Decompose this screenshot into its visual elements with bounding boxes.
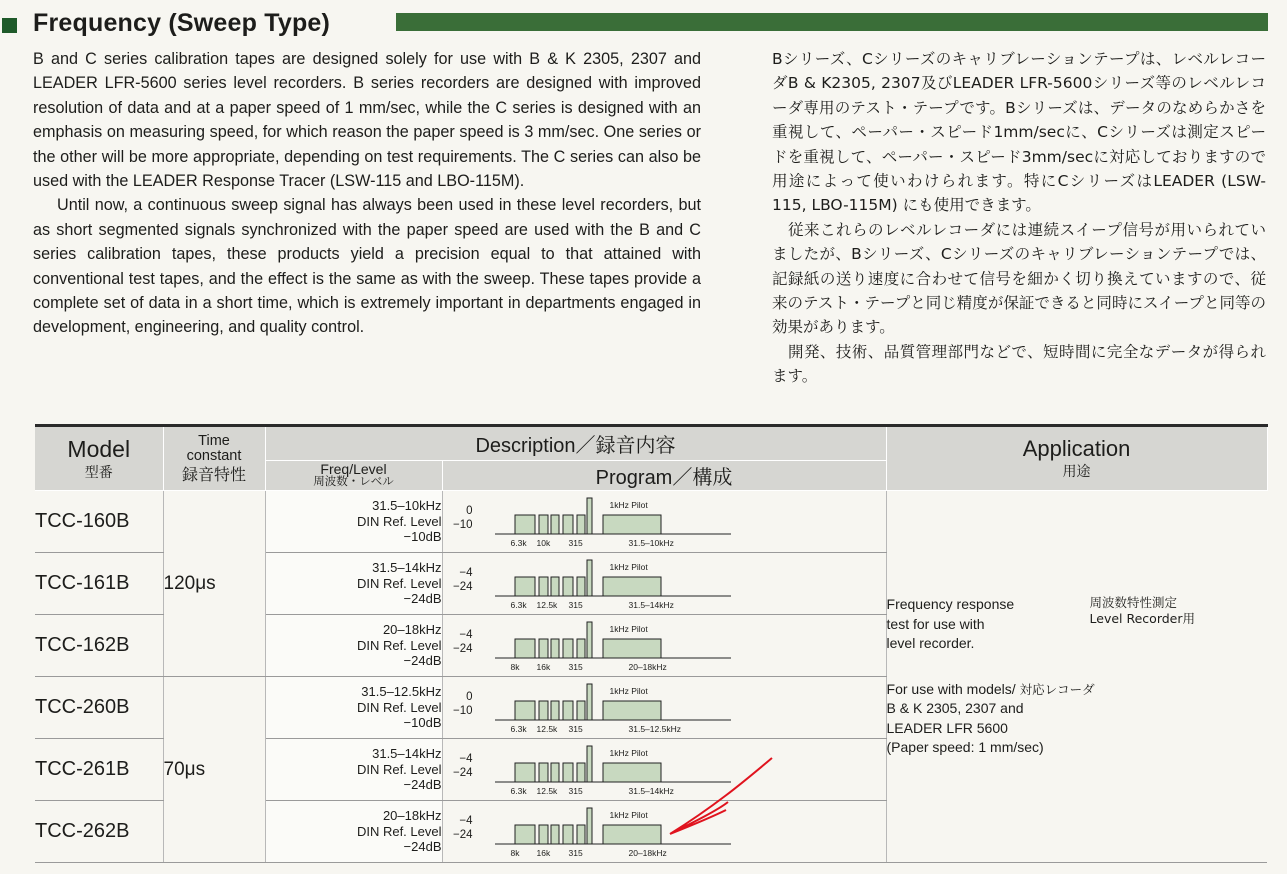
sweep-block <box>603 763 661 782</box>
segment-block <box>577 701 585 720</box>
level-bottom-label: −24 <box>452 829 473 841</box>
segment-block <box>515 763 535 782</box>
pilot-block <box>587 622 592 658</box>
ref-level: DIN Ref. Level <box>356 823 442 839</box>
level-top-label: −4 <box>459 815 473 827</box>
pilot-label: 1kHz Pilot <box>609 686 648 696</box>
level-top-label: −4 <box>459 629 473 641</box>
header-freq-jp: 周波数・レベル <box>313 475 394 488</box>
segment-block <box>539 701 548 720</box>
model-cell: TCC-160B <box>35 491 163 553</box>
sweep-block <box>603 639 661 658</box>
segment-label-2: 12.5k <box>536 600 558 610</box>
sweep-label: 31.5–14kHz <box>628 600 674 610</box>
pilot-label: 1kHz Pilot <box>609 562 648 572</box>
segment-block <box>539 577 548 596</box>
segment-block <box>515 577 535 596</box>
header-time-constant <box>163 426 265 491</box>
sweep-block <box>603 577 661 596</box>
time-constant-cell: 120μs <box>163 491 265 677</box>
header-time-label: Time <box>198 433 230 449</box>
freq-range: 31.5–14kHz <box>372 746 442 762</box>
segment-label-3: 315 <box>568 724 583 734</box>
pilot-block <box>587 746 592 782</box>
header-program: Program／構成 <box>442 461 886 491</box>
segment-label-3: 315 <box>568 662 583 672</box>
segment-block <box>539 763 548 782</box>
application-jp-1: 周波数特性測定 <box>1089 595 1178 611</box>
segment-block <box>577 639 585 658</box>
pilot-block <box>587 498 592 534</box>
freq-range: 20–18kHz <box>382 808 442 824</box>
level-bottom-label: −24 <box>452 581 473 593</box>
model-cell: TCC-161B <box>35 553 163 615</box>
segment-label-1: 6.3k <box>510 538 527 548</box>
sweep-label: 31.5–14kHz <box>628 786 674 796</box>
heading-rule <box>396 13 1268 31</box>
program-diagram <box>443 615 886 676</box>
application-cell <box>886 491 1267 863</box>
freq-level-cell <box>265 801 442 863</box>
sweep-label: 31.5–12.5kHz <box>628 724 681 734</box>
header-freq-level <box>265 461 442 491</box>
segment-block <box>539 515 548 534</box>
level-bottom-label: −10 <box>452 705 473 717</box>
intro-english <box>33 47 701 340</box>
sweep-label: 20–18kHz <box>628 662 667 672</box>
segment-block <box>515 515 535 534</box>
models-line-2: LEADER LFR 5600 <box>886 719 1008 736</box>
segment-block <box>577 825 585 844</box>
header-application-jp: 用途 <box>1062 462 1091 479</box>
program-diagram <box>443 491 886 552</box>
models-line-1: B & K 2305, 2307 and <box>886 700 1024 717</box>
sweep-label: 20–18kHz <box>628 848 667 858</box>
level-bottom-label: −24 <box>452 643 473 655</box>
page-title: Frequency (Sweep Type) <box>33 9 331 37</box>
segment-label-2: 10k <box>536 538 551 548</box>
segment-block <box>563 639 573 658</box>
ref-level: DIN Ref. Level <box>356 761 442 777</box>
level-value: −24dB <box>403 591 442 607</box>
ref-level: DIN Ref. Level <box>356 699 442 715</box>
header-constant-label: constant <box>186 448 242 464</box>
segment-block <box>563 763 573 782</box>
pilot-label: 1kHz Pilot <box>609 748 648 758</box>
heading-bullet <box>2 18 17 33</box>
segment-block <box>551 577 559 596</box>
segment-block <box>563 825 573 844</box>
segment-block <box>551 763 559 782</box>
level-value: −10dB <box>403 715 442 731</box>
segment-label-3: 315 <box>568 600 583 610</box>
ref-level: DIN Ref. Level <box>356 513 442 529</box>
header-application <box>886 426 1267 491</box>
segment-label-3: 315 <box>568 848 583 858</box>
segment-block <box>577 577 585 596</box>
freq-range: 31.5–12.5kHz <box>361 684 442 700</box>
header-time-jp: 録音特性 <box>181 467 246 484</box>
segment-block <box>551 701 559 720</box>
freq-level-cell <box>265 491 442 553</box>
section-heading <box>0 6 1287 38</box>
level-top-label: 0 <box>466 691 473 703</box>
segment-label-2: 12.5k <box>536 724 558 734</box>
level-bottom-label: −10 <box>452 519 473 531</box>
segment-block <box>539 639 548 658</box>
header-freq-label: Freq/Level <box>320 460 387 477</box>
sweep-block <box>603 515 661 534</box>
model-cell: TCC-162B <box>35 615 163 677</box>
program-cell <box>442 677 886 739</box>
segment-block <box>577 515 585 534</box>
program-cell <box>442 491 886 553</box>
pilot-label: 1kHz Pilot <box>609 624 648 634</box>
intro-en-paragraph-1: B and C series calibration tapes are designed solely for use with B & K 2305, 2307 and LEADER LFR-5600 series level recorders. B series recorders are designed with improved resolution of data and at a paper speed of 1 mm/sec, while the C series is designed with an emphasis on measuring speed, for which reason the paper speed is 3 mm/sec. One series or the other will be more appropriate, depending on test requirements. The C series can also be used with the LEADER Response Tracer (LSW-115 and LBO-115M). <box>33 50 701 191</box>
pilot-block <box>587 560 592 596</box>
segment-label-2: 16k <box>536 662 551 672</box>
model-cell: TCC-262B <box>35 801 163 863</box>
segment-block <box>551 515 559 534</box>
level-value: −24dB <box>403 777 442 793</box>
program-signal-graph <box>495 553 735 601</box>
sweep-block <box>603 701 661 720</box>
segment-label-1: 8k <box>510 848 520 858</box>
freq-level-cell <box>265 677 442 739</box>
models-label: For use with models/ <box>886 680 1016 697</box>
segment-block <box>551 639 559 658</box>
segment-block <box>563 701 573 720</box>
intro-jp-paragraph-1: Bシリーズ、Cシリーズのキャリブレーションテープは、レベルレコーダB & K2305, 2307及びLEADER LFR-5600シリーズ等のレベルレコーダ専用のテスト・テープです。Bシリーズは、データのなめらかさを重視して、ペーパー・スピード1mm/secに、Cシリーズは測定スピードを重視して、ペーパー・スピード3mm/secに対応しておりますので用途によって使いわけられます。特にCシリーズはLEADER (LSW-115, LBO-115M) にも使用できます。 <box>772 50 1266 215</box>
freq-level-cell <box>265 739 442 801</box>
application-line-1: Frequency response <box>886 596 1015 613</box>
freq-range: 31.5–14kHz <box>372 560 442 576</box>
segment-label-1: 8k <box>510 662 520 672</box>
segment-block <box>515 639 535 658</box>
segment-block <box>515 701 535 720</box>
pilot-block <box>587 684 592 720</box>
intro-japanese <box>772 47 1266 389</box>
segment-block <box>577 763 585 782</box>
program-signal-graph <box>495 491 735 539</box>
segment-label-3: 315 <box>568 786 583 796</box>
header-model-jp: 型番 <box>84 463 113 480</box>
freq-level-cell <box>265 615 442 677</box>
freq-range: 31.5–10kHz <box>372 498 442 514</box>
models-label-jp: 対応レコーダ <box>1019 681 1095 697</box>
pilot-block <box>587 808 592 844</box>
application-line-3: level recorder. <box>886 635 975 652</box>
level-value: −24dB <box>403 839 442 855</box>
program-cell <box>442 615 886 677</box>
segment-label-1: 6.3k <box>510 786 527 796</box>
pilot-label: 1kHz Pilot <box>609 500 648 510</box>
segment-block <box>563 515 573 534</box>
segment-label-2: 16k <box>536 848 551 858</box>
red-pen-annotation <box>656 752 780 842</box>
table-row <box>35 491 1267 553</box>
segment-block <box>551 825 559 844</box>
spec-table <box>35 424 1268 863</box>
header-application-label: Application <box>1022 435 1131 461</box>
freq-level-cell <box>265 553 442 615</box>
level-value: −24dB <box>403 653 442 669</box>
level-top-label: −4 <box>459 567 473 579</box>
program-diagram <box>443 553 886 614</box>
freq-range: 20–18kHz <box>382 622 442 638</box>
intro-jp-paragraph-2: 従来これらのレベルレコーダには連続スイープ信号が用いられていましたが、Bシリーズ、Cシリーズのキャリブレーションテープでは、記録紙の送り速度に合わせて信号を細かく切り換えていますので、従来のテスト・テープと同じ精度が保証できると同時にスイープと同等の効果があります。 <box>772 220 1266 337</box>
segment-block <box>563 577 573 596</box>
sweep-label: 31.5–10kHz <box>628 538 674 548</box>
paper-speed: (Paper speed: 1 mm/sec) <box>886 739 1044 756</box>
segment-label-1: 6.3k <box>510 724 527 734</box>
header-description: Description／録音内容 <box>265 426 886 461</box>
segment-block <box>515 825 535 844</box>
ref-level: DIN Ref. Level <box>356 637 442 653</box>
program-cell <box>442 553 886 615</box>
model-cell: TCC-261B <box>35 739 163 801</box>
header-model <box>35 426 163 491</box>
header-model-label: Model <box>67 435 131 462</box>
pilot-label: 1kHz Pilot <box>609 810 648 820</box>
segment-label-1: 6.3k <box>510 600 527 610</box>
segment-label-2: 12.5k <box>536 786 558 796</box>
segment-block <box>539 825 548 844</box>
program-diagram <box>443 677 886 738</box>
level-value: −10dB <box>403 529 442 545</box>
program-signal-graph <box>495 677 735 725</box>
model-cell: TCC-260B <box>35 677 163 739</box>
intro-jp-paragraph-3: 開発、技術、品質管理部門などで、短時間に完全なデータが得られます。 <box>772 342 1266 386</box>
intro-en-paragraph-2: Until now, a continuous sweep signal has always been used in these level recorders, but as short segmented signals synchronized with the paper speed are used with the B and C series calibration tapes, these products yield a precision equal to that attained with conventional test tapes, and the effect is the same as with the sweep. These tapes provide a complete set of data in a short time, which is extremely important in departments engaged in development, engineering, and quality control. <box>33 196 701 337</box>
application-line-2: test for use with <box>886 615 985 632</box>
level-top-label: −4 <box>459 753 473 765</box>
level-top-label: 0 <box>466 505 473 517</box>
level-bottom-label: −24 <box>452 767 473 779</box>
application-jp-2: Level Recorder用 <box>1089 611 1196 627</box>
program-signal-graph <box>495 615 735 663</box>
ref-level: DIN Ref. Level <box>356 575 442 591</box>
segment-label-3: 315 <box>568 538 583 548</box>
time-constant-cell: 70μs <box>163 677 265 863</box>
sweep-block <box>603 825 661 844</box>
